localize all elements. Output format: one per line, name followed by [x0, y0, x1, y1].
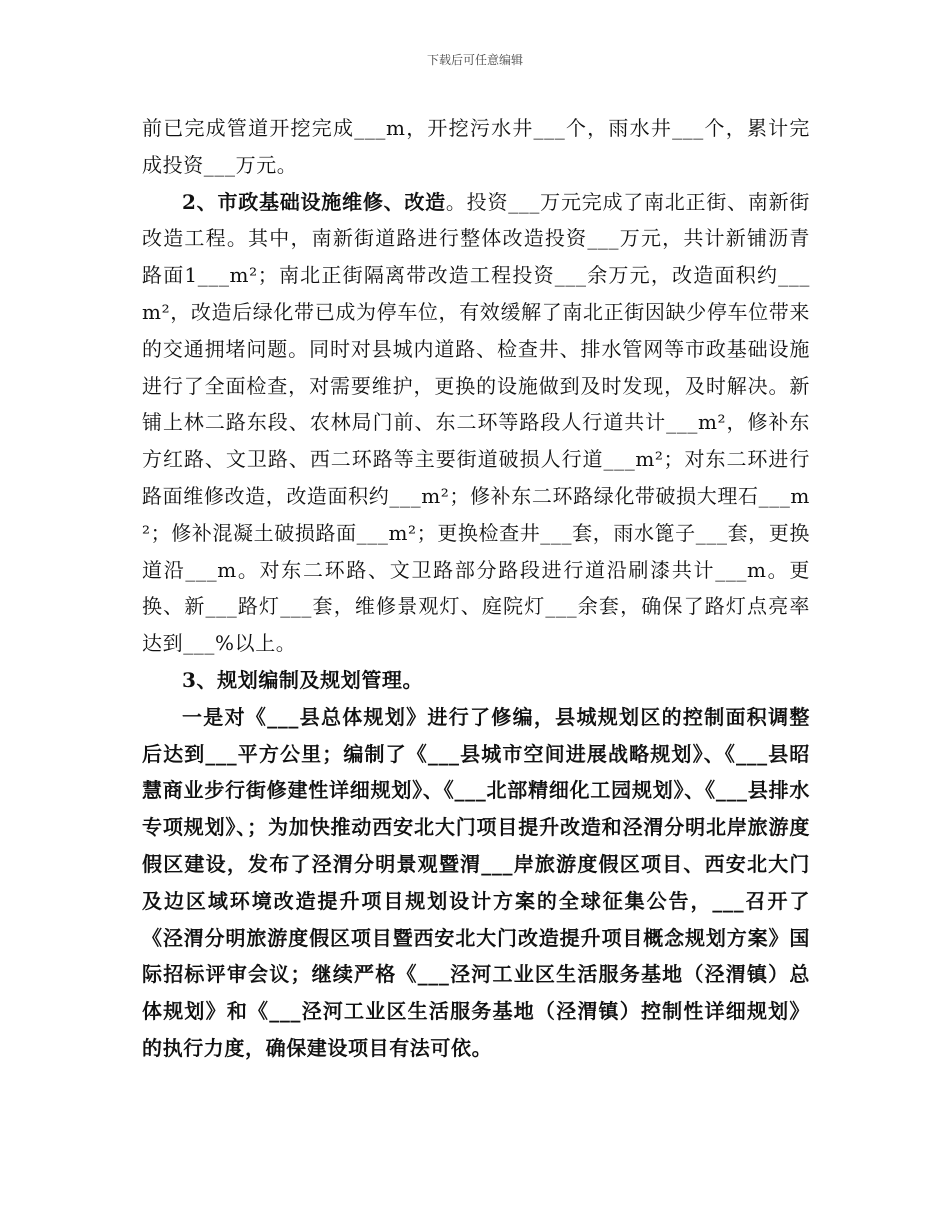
paragraph-1-text: 前已完成管道开挖完成___m，开挖污水井___个，雨水井___个，累计完成投资___万元。	[142, 116, 810, 177]
section-2-heading: 2、市政基础设施维修、改造	[182, 189, 446, 214]
section-3-heading-text: 3、规划编制及规划管理。	[182, 667, 424, 692]
document-body	[142, 110, 810, 1067]
paragraph-2	[142, 184, 810, 662]
paragraph-4	[142, 699, 810, 1067]
paragraph-1	[142, 110, 810, 184]
paragraph-4-text: 一是对《___县总体规划》进行了修编，县城规划区的控制面积调整后达到___平方公里；编制了《___县城市空间进展战略规划》、《___县昭慧商业步行街修建性详细规划》、《___北部精细化工园规划》、《___县排水专项规划》、；为加快推动西安北大门项目提升改造和泾渭分明北岸旅游度假区建设，发布了泾渭分明景观暨渭___岸旅游度假区项目、西安北大门及边区域环境改造提升项目规划设计方案的全球征集公告，___召开了《泾渭分明旅游度假区项目暨西安北大门改造提升项目概念规划方案》国际招标评审会议；继续严格《___泾河工业区生活服务基地（泾渭镇）总体规划》和《___泾河工业区生活服务基地（泾渭镇）控制性详细规划》的执行力度，确保建设项目有法可依。	[142, 704, 810, 1060]
paragraph-2-text: 。投资___万元完成了南北正街、南新街改造工程。其中，南新街道路进行整体改造投资___万元，共计新铺沥青路面1___m²；南北正街隔离带改造工程投资___余万元，改造面积约___m²，改造后绿化带已成为停车位，有效缓解了南北正街因缺少停车位带来的交通拥堵问题。同时对县城内道路、检查井、排水管网等市政基础设施进行了全面检查，对需要维护，更换的设施做到及时发现，及时解决。新铺上林二路东段、农林局门前、东二环等路段人行道共计___m²，修补东方红路、文卫路、西二环路等主要街道破损人行道___m²；对东二环进行路面维修改造，改造面积约___m²；修补东二环路绿化带破损大理石___m²；修补混凝土破损路面___m²；更换检查井___套，雨水篦子___套，更换道沿___m。对东二环路、文卫路部分路段进行道沿刷漆共计___m。更换、新___路灯___套，维修景观灯、庭院灯___余套，确保了路灯点亮率达到___%以上。	[142, 189, 810, 656]
section-3-heading	[142, 662, 810, 699]
page-header: 下载后可任意编辑	[426, 53, 523, 67]
